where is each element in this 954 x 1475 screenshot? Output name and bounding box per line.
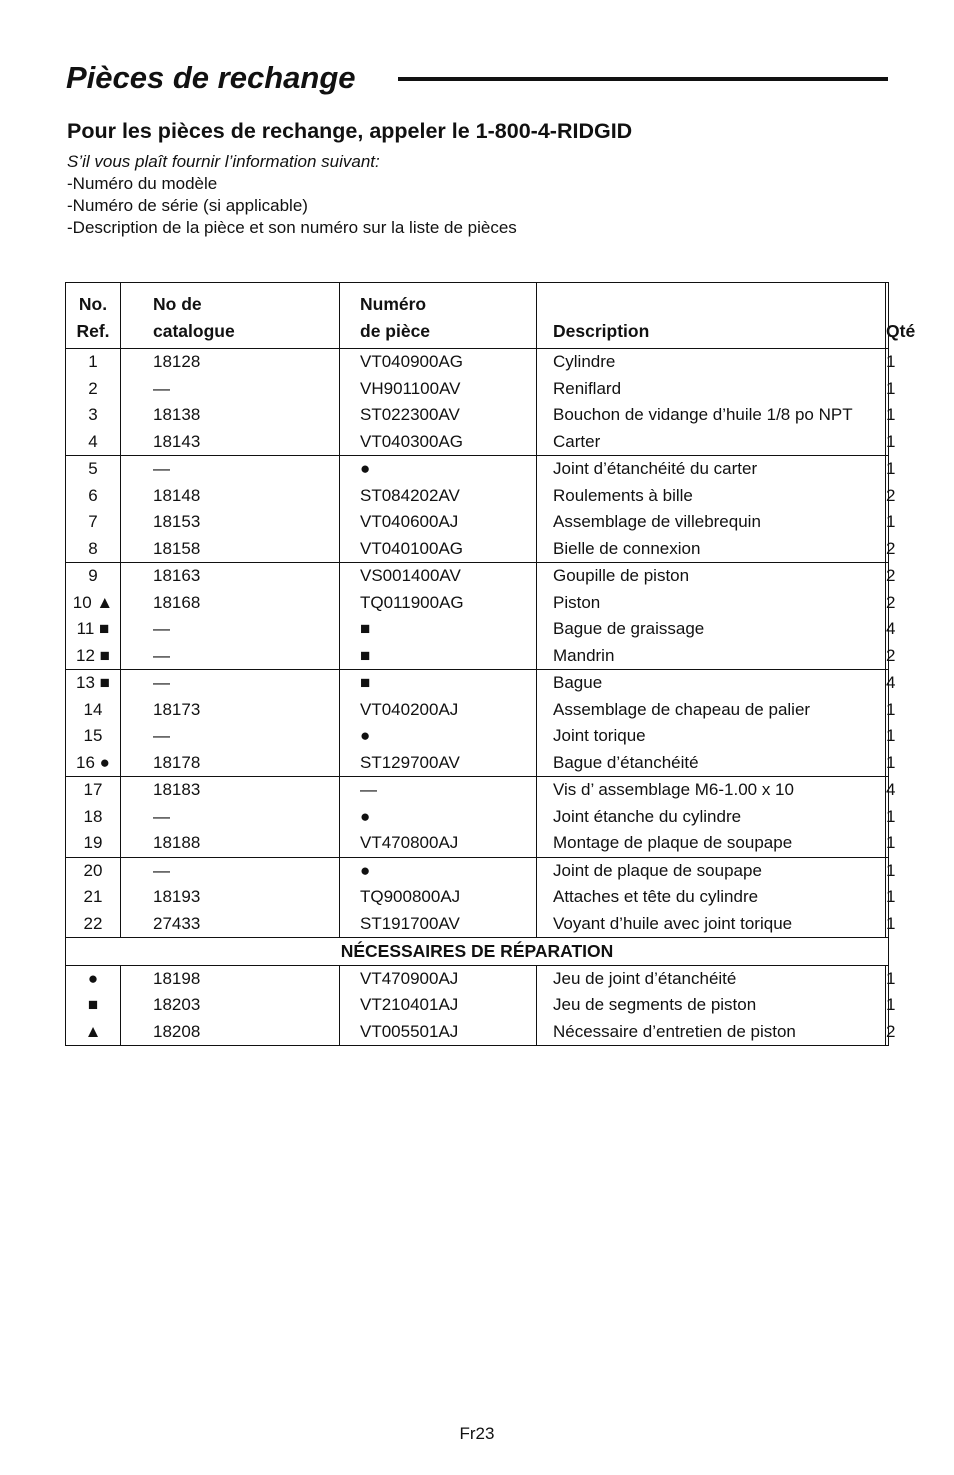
table-row <box>66 777 889 804</box>
cell-quantity: 4 <box>886 777 889 804</box>
cell-ref: 17 <box>66 777 121 804</box>
information-request-lead: S’il vous plaît fournir l’information suivant: <box>67 152 380 171</box>
cell-ref: 8 <box>66 536 121 563</box>
cell-ref: 6 <box>66 483 121 510</box>
cell-description: Joint d’étanchéité du carter <box>537 456 886 483</box>
cell-description: Assemblage de chapeau de palier <box>537 697 886 724</box>
cell-catalogue: 18193 <box>121 884 340 911</box>
cell-ref: 4 <box>66 429 121 456</box>
cell-description: Goupille de piston <box>537 563 886 590</box>
page-title-block <box>66 56 888 100</box>
cell-part-number: ■ <box>340 643 537 670</box>
cell-ref: 2 <box>66 376 121 403</box>
table-row <box>66 376 889 403</box>
cell-quantity: 2 <box>886 645 896 665</box>
cell-part-number: ST191700AV <box>340 911 537 938</box>
cell-description: Roulements à bille <box>537 483 886 510</box>
table-row <box>66 750 889 777</box>
page-number: Fr23 <box>459 1424 495 1443</box>
kits-heading-row <box>66 938 889 966</box>
cell-catalogue: 18128 <box>121 349 340 376</box>
table-row <box>66 509 889 536</box>
cell-ref: 19 <box>66 830 121 857</box>
cell-catalogue: — <box>121 670 340 697</box>
cell-description: Assemblage de villebrequin <box>537 509 886 536</box>
table-row <box>66 536 889 563</box>
cell-description: Attaches et tête du cylindre <box>537 884 886 911</box>
cell-quantity: 1 <box>886 833 896 853</box>
cell-description: Montage de plaque de soupape <box>537 830 886 857</box>
cell-catalogue: — <box>121 857 340 884</box>
cell-description: Joint torique <box>537 723 886 750</box>
cell-part-number: ● <box>340 857 537 884</box>
cell-catalogue: 18138 <box>121 402 340 429</box>
cell-description: Bouchon de vidange d’huile 1/8 po NPT <box>537 402 886 429</box>
header-catalogue: No de catalogue <box>121 283 340 349</box>
phone-instruction-heading: Pour les pièces de rechange, appeler le 1-800-4-RIDGID <box>67 119 633 143</box>
table-row <box>66 429 889 456</box>
cell-quantity: 2 <box>886 1021 896 1041</box>
cell-catalogue: — <box>121 723 340 750</box>
cell-ref: ▲ <box>66 1019 121 1046</box>
cell-catalogue: 18148 <box>121 483 340 510</box>
table-row <box>66 830 889 857</box>
table-row <box>66 857 889 884</box>
table-row <box>66 590 889 617</box>
cell-part-number: VT040100AG <box>340 536 537 563</box>
cell-part-number: ST084202AV <box>340 483 537 510</box>
cell-description: Nécessaire d’entretien de piston <box>537 1019 886 1046</box>
cell-ref: 9 <box>66 563 121 590</box>
cell-ref: 21 <box>66 884 121 911</box>
cell-catalogue: — <box>121 456 340 483</box>
cell-part-number: ● <box>340 804 537 831</box>
cell-ref: ■ <box>66 992 121 1019</box>
cell-quantity: 1 <box>886 857 889 884</box>
cell-quantity: 1 <box>886 456 889 483</box>
cell-catalogue: 18153 <box>121 509 340 536</box>
cell-catalogue: 18178 <box>121 750 340 777</box>
cell-ref: 5 <box>66 456 121 483</box>
cell-quantity: 1 <box>886 913 896 933</box>
cell-ref: 3 <box>66 402 121 429</box>
cell-part-number: ● <box>340 723 537 750</box>
cell-part-number: — <box>340 777 537 804</box>
cell-ref: 1 <box>66 349 121 376</box>
table-row <box>66 804 889 831</box>
cell-part-number: ST022300AV <box>340 402 537 429</box>
title-rule <box>398 77 888 81</box>
table-row <box>66 402 889 429</box>
cell-description: Bague d’étanchéité <box>537 750 886 777</box>
cell-catalogue: — <box>121 804 340 831</box>
cell-quantity: 1 <box>886 512 896 532</box>
cell-catalogue: 18158 <box>121 536 340 563</box>
cell-catalogue: — <box>121 643 340 670</box>
cell-description: Joint de plaque de soupape <box>537 857 886 884</box>
kits-heading: NÉCESSAIRES DE RÉPARATION <box>66 938 889 966</box>
cell-catalogue: 18198 <box>121 965 340 992</box>
table-row <box>66 349 889 376</box>
cell-description: Piston <box>537 590 886 617</box>
table-row <box>66 643 889 670</box>
cell-part-number: VT040200AJ <box>340 697 537 724</box>
cell-description: Vis d’ assemblage M6-1.00 x 10 <box>537 777 886 804</box>
cell-description: Bague de graissage <box>537 616 886 643</box>
table-row <box>66 483 889 510</box>
cell-catalogue: 18173 <box>121 697 340 724</box>
cell-ref: 18 <box>66 804 121 831</box>
cell-part-number: VT005501AJ <box>340 1019 537 1046</box>
cell-quantity: 2 <box>886 485 896 505</box>
cell-ref: 11 ■ <box>66 616 121 643</box>
cell-description: Jeu de joint d’étanchéité <box>537 965 886 992</box>
cell-description: Reniflard <box>537 376 886 403</box>
cell-catalogue: — <box>121 616 340 643</box>
information-item: -Numéro du modèle <box>67 174 218 193</box>
cell-part-number: VH901100AV <box>340 376 537 403</box>
table-row <box>66 697 889 724</box>
cell-description: Bague <box>537 670 886 697</box>
cell-quantity: 1 <box>886 405 896 425</box>
cell-part-number: TQ011900AG <box>340 590 537 617</box>
cell-quantity: 2 <box>886 538 896 558</box>
cell-description: Mandrin <box>537 643 886 670</box>
cell-catalogue: 27433 <box>121 911 340 938</box>
cell-ref: 15 <box>66 723 121 750</box>
cell-quantity: 2 <box>886 563 889 590</box>
cell-description: Joint étanche du cylindre <box>537 804 886 831</box>
cell-description: Jeu de segments de piston <box>537 992 886 1019</box>
cell-description: Carter <box>537 429 886 456</box>
cell-quantity: 1 <box>886 968 896 988</box>
cell-ref: ● <box>66 965 121 992</box>
cell-part-number: VT040300AG <box>340 429 537 456</box>
cell-quantity: 1 <box>886 352 896 372</box>
cell-part-number: ● <box>340 456 537 483</box>
table-header-row <box>66 283 889 349</box>
table-row <box>66 616 889 643</box>
cell-ref: 16 ● <box>66 750 121 777</box>
information-request <box>67 151 517 239</box>
table-row <box>66 456 889 483</box>
cell-quantity: 1 <box>886 726 896 746</box>
cell-quantity: 1 <box>886 431 896 451</box>
cell-ref: 10 ▲ <box>66 590 121 617</box>
cell-ref: 14 <box>66 697 121 724</box>
parts-table <box>65 282 916 1046</box>
cell-quantity: 1 <box>886 887 896 907</box>
cell-quantity: 1 <box>886 699 896 719</box>
header-description: Description <box>537 283 886 349</box>
cell-quantity: 1 <box>886 995 896 1015</box>
cell-ref: 20 <box>66 857 121 884</box>
cell-quantity: 4 <box>886 619 896 639</box>
cell-part-number: ■ <box>340 670 537 697</box>
cell-quantity: 4 <box>886 670 889 697</box>
table-row <box>66 563 889 590</box>
cell-ref: 13 ■ <box>66 670 121 697</box>
cell-quantity: 1 <box>886 752 896 772</box>
cell-catalogue: 18208 <box>121 1019 340 1046</box>
header-quantity: Qté <box>886 283 889 349</box>
cell-catalogue: 18163 <box>121 563 340 590</box>
table-row <box>66 965 889 992</box>
cell-catalogue: 18203 <box>121 992 340 1019</box>
cell-part-number: TQ900800AJ <box>340 884 537 911</box>
table-row <box>66 992 889 1019</box>
cell-part-number: VS001400AV <box>340 563 537 590</box>
cell-ref: 7 <box>66 509 121 536</box>
cell-quantity: 2 <box>886 592 896 612</box>
table-row <box>66 670 889 697</box>
cell-part-number: VT470800AJ <box>340 830 537 857</box>
cell-catalogue: — <box>121 376 340 403</box>
cell-part-number: ■ <box>340 616 537 643</box>
table-row <box>66 884 889 911</box>
table-row <box>66 1019 889 1046</box>
page-title: Pièces de rechange <box>66 60 356 95</box>
cell-description: Bielle de connexion <box>537 536 886 563</box>
cell-quantity: 1 <box>886 378 896 398</box>
cell-description: Cylindre <box>537 349 886 376</box>
cell-catalogue: 18183 <box>121 777 340 804</box>
cell-catalogue: 18143 <box>121 429 340 456</box>
cell-part-number: ST129700AV <box>340 750 537 777</box>
cell-part-number: VT470900AJ <box>340 965 537 992</box>
table-row <box>66 723 889 750</box>
header-part-number: Numéro de pièce <box>340 283 537 349</box>
cell-part-number: VT210401AJ <box>340 992 537 1019</box>
parts-body <box>66 349 896 1046</box>
information-item: -Numéro de série (si applicable) <box>67 196 308 215</box>
cell-part-number: VT040900AG <box>340 349 537 376</box>
cell-catalogue: 18188 <box>121 830 340 857</box>
cell-part-number: VT040600AJ <box>340 509 537 536</box>
header-ref: No. Ref. <box>66 283 121 349</box>
table-row <box>66 911 889 938</box>
cell-ref: 22 <box>66 911 121 938</box>
cell-ref: 12 ■ <box>66 643 121 670</box>
information-item: -Description de la pièce et son numéro sur la liste de pièces <box>67 218 517 237</box>
cell-quantity: 1 <box>886 806 896 826</box>
cell-catalogue: 18168 <box>121 590 340 617</box>
cell-description: Voyant d’huile avec joint torique <box>537 911 886 938</box>
